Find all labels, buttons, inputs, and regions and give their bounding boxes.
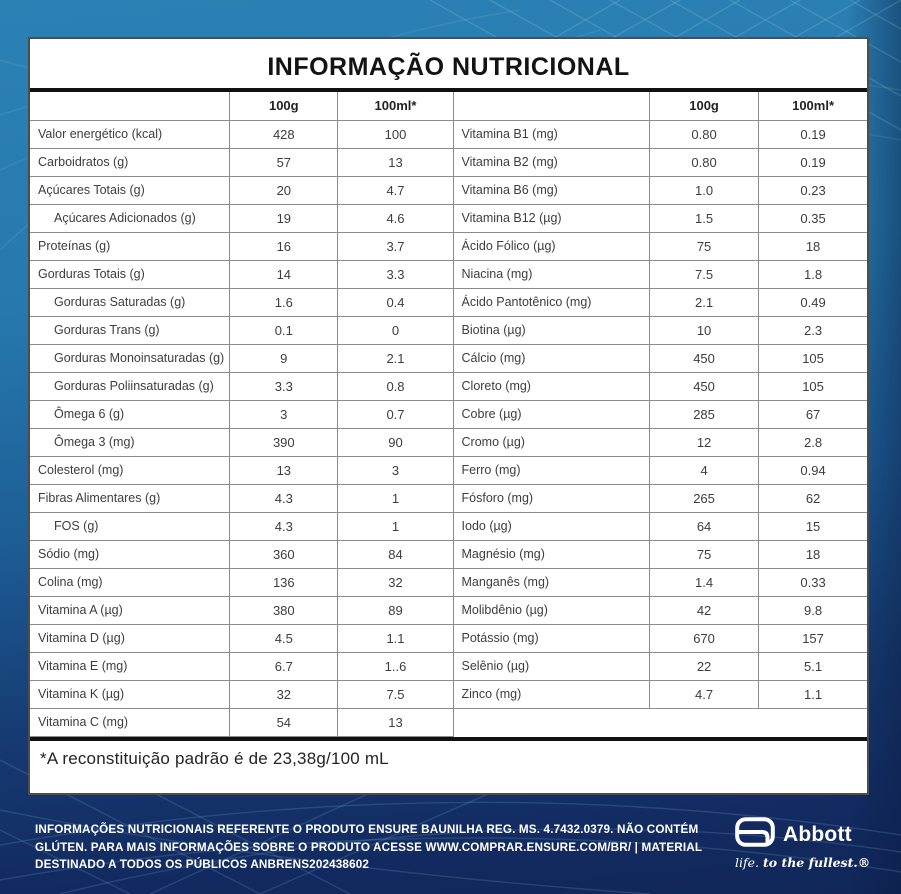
table-row — [454, 652, 867, 680]
table-row — [454, 400, 867, 428]
value-100g: 42 — [649, 596, 758, 624]
nutrition-card — [28, 37, 869, 795]
nutrient-name: Zinco (mg) — [454, 680, 650, 708]
value-100g: 4.3 — [230, 484, 338, 512]
nutrient-name: Valor energético (kcal) — [30, 120, 230, 148]
nutrient-name: Gorduras Trans (g) — [30, 316, 230, 344]
value-100ml: 0 — [338, 316, 453, 344]
table-row — [454, 680, 867, 708]
value-100g: 1.6 — [230, 288, 338, 316]
table-header-row — [30, 92, 453, 120]
value-100ml: 7.5 — [338, 680, 453, 708]
footer-disclaimer: INFORMAÇÕES NUTRICIONAIS REFERENTE O PRODUTO ENSURE BAUNILHA REG. MS. 4.7432.0379. NÃO CONTÉM GLÚTEN. PARA MAIS INFORMAÇÕES SOBRE O PRODUTO ACESSE WWW.COMPRAR.ENSURE.COM/BR/ | MATERIAL DESTINADO A TODOS OS PÚBLICOS ANBRENS202438602 — [35, 823, 702, 872]
value-100g: 1.4 — [649, 568, 758, 596]
nutrient-name: Potássio (mg) — [454, 624, 650, 652]
value-100ml: 1 — [338, 512, 453, 540]
table-row — [454, 624, 867, 652]
value-100ml: 18 — [759, 232, 867, 260]
nutrient-name: Ácido Fólico (µg) — [454, 232, 650, 260]
abbott-brand-block — [735, 817, 875, 870]
value-100g: 2.1 — [649, 288, 758, 316]
value-100g: 4.3 — [230, 512, 338, 540]
value-100g: 450 — [649, 372, 758, 400]
table-row — [454, 372, 867, 400]
value-100g: 3 — [230, 400, 338, 428]
value-100g: 54 — [230, 708, 338, 736]
table-row — [30, 680, 453, 708]
value-100g: 1.0 — [649, 176, 758, 204]
nutrition-table-left — [30, 92, 454, 737]
nutrient-name: Iodo (µg) — [454, 512, 650, 540]
value-100ml: 32 — [338, 568, 453, 596]
value-100ml: 13 — [338, 148, 453, 176]
nutrient-name: Vitamina B12 (µg) — [454, 204, 650, 232]
header-100ml: 100ml* — [759, 92, 867, 120]
value-100g: 6.7 — [230, 652, 338, 680]
value-100g: 14 — [230, 260, 338, 288]
table-row — [30, 400, 453, 428]
nutrient-name: Molibdênio (µg) — [454, 596, 650, 624]
value-100g: 450 — [649, 344, 758, 372]
table-row — [30, 484, 453, 512]
value-100g: 0.80 — [649, 148, 758, 176]
nutrient-name: Cálcio (mg) — [454, 344, 650, 372]
nutrient-name: Vitamina B6 (mg) — [454, 176, 650, 204]
value-100ml: 105 — [759, 344, 867, 372]
value-100g: 0.80 — [649, 120, 758, 148]
value-100ml: 0.4 — [338, 288, 453, 316]
value-100g: 75 — [649, 232, 758, 260]
value-100g: 64 — [649, 512, 758, 540]
value-100ml: 9.8 — [759, 596, 867, 624]
table-row — [454, 456, 867, 484]
table-row — [30, 372, 453, 400]
value-100ml: 157 — [759, 624, 867, 652]
nutrient-name: Vitamina K (µg) — [30, 680, 230, 708]
nutrient-name: Cobre (µg) — [454, 400, 650, 428]
value-100ml: 0.23 — [759, 176, 867, 204]
value-100g: 10 — [649, 316, 758, 344]
nutrient-name: Cloreto (mg) — [454, 372, 650, 400]
table-row — [30, 596, 453, 624]
nutrient-name: Açúcares Adicionados (g) — [30, 204, 230, 232]
table-row — [30, 428, 453, 456]
value-100ml: 2.3 — [759, 316, 867, 344]
value-100ml: 15 — [759, 512, 867, 540]
value-100g: 20 — [230, 176, 338, 204]
header-100g: 100g — [649, 92, 758, 120]
table-row — [454, 288, 867, 316]
nutrient-name: Selênio (µg) — [454, 652, 650, 680]
value-100g: 136 — [230, 568, 338, 596]
value-100ml: 1.1 — [759, 680, 867, 708]
value-100g: 3.3 — [230, 372, 338, 400]
value-100ml: 1.1 — [338, 624, 453, 652]
value-100g: 360 — [230, 540, 338, 568]
header-100ml: 100ml* — [338, 92, 453, 120]
table-row — [30, 708, 453, 736]
value-100ml: 84 — [338, 540, 453, 568]
value-100ml: 4.7 — [338, 176, 453, 204]
value-100ml: 100 — [338, 120, 453, 148]
value-100ml: 0.19 — [759, 148, 867, 176]
table-row — [30, 652, 453, 680]
table-row — [30, 540, 453, 568]
value-100ml: 5.1 — [759, 652, 867, 680]
abbott-a-icon — [735, 817, 775, 852]
nutrient-name: Gorduras Poliinsaturadas (g) — [30, 372, 230, 400]
nutrient-name: Vitamina A (µg) — [30, 596, 230, 624]
nutrient-name: Gorduras Monoinsaturadas (g) — [30, 344, 230, 372]
value-100ml: 2.1 — [338, 344, 453, 372]
value-100ml: 0.8 — [338, 372, 453, 400]
nutrient-name: Vitamina B1 (mg) — [454, 120, 650, 148]
nutrient-name: Ácido Pantotênico (mg) — [454, 288, 650, 316]
table-row — [30, 148, 453, 176]
table-header-row — [454, 92, 867, 120]
nutrition-tables — [30, 92, 867, 737]
value-100g: 75 — [649, 540, 758, 568]
value-100g: 4.7 — [649, 680, 758, 708]
nutrient-name: Vitamina B2 (mg) — [454, 148, 650, 176]
value-100g: 428 — [230, 120, 338, 148]
nutrient-name: Proteínas (g) — [30, 232, 230, 260]
nutrient-name: Niacina (mg) — [454, 260, 650, 288]
nutrient-name: Vitamina D (µg) — [30, 624, 230, 652]
value-100ml: 13 — [338, 708, 453, 736]
table-row — [454, 484, 867, 512]
value-100g: 1.5 — [649, 204, 758, 232]
nutrition-table-right — [454, 92, 867, 709]
value-100g: 380 — [230, 596, 338, 624]
value-100g: 13 — [230, 456, 338, 484]
nutrient-name: Açúcares Totais (g) — [30, 176, 230, 204]
nutrient-name: Vitamina E (mg) — [30, 652, 230, 680]
value-100g: 22 — [649, 652, 758, 680]
table-row — [30, 232, 453, 260]
value-100ml: 89 — [338, 596, 453, 624]
value-100g: 4 — [649, 456, 758, 484]
nutrient-name: Colesterol (mg) — [30, 456, 230, 484]
value-100ml: 1 — [338, 484, 453, 512]
brand-name: Abbott — [783, 822, 852, 846]
nutrient-name: Ferro (mg) — [454, 456, 650, 484]
table-row — [454, 148, 867, 176]
value-100ml: 0.35 — [759, 204, 867, 232]
nutrient-name: Cromo (µg) — [454, 428, 650, 456]
table-row — [30, 288, 453, 316]
nutrient-name: Fósforo (mg) — [454, 484, 650, 512]
value-100ml: 0.49 — [759, 288, 867, 316]
brand-tagline: life. to the fullest.® — [735, 855, 871, 870]
table-row — [454, 316, 867, 344]
value-100ml: 3.7 — [338, 232, 453, 260]
value-100g: 0.1 — [230, 316, 338, 344]
nutrient-name: Ômega 3 (mg) — [30, 428, 230, 456]
nutrient-name: Ômega 6 (g) — [30, 400, 230, 428]
value-100ml: 0.94 — [759, 456, 867, 484]
value-100ml: 90 — [338, 428, 453, 456]
value-100ml: 4.6 — [338, 204, 453, 232]
table-row — [30, 456, 453, 484]
nutrient-name: Sódio (mg) — [30, 540, 230, 568]
value-100g: 4.5 — [230, 624, 338, 652]
value-100ml: 1.8 — [759, 260, 867, 288]
value-100g: 32 — [230, 680, 338, 708]
table-row — [454, 596, 867, 624]
value-100g: 670 — [649, 624, 758, 652]
header-empty — [454, 92, 650, 120]
table-row — [30, 260, 453, 288]
value-100g: 12 — [649, 428, 758, 456]
table-row — [454, 232, 867, 260]
table-row — [454, 512, 867, 540]
value-100g: 9 — [230, 344, 338, 372]
table-row — [30, 204, 453, 232]
table-row — [30, 568, 453, 596]
value-100g: 265 — [649, 484, 758, 512]
table-row — [30, 176, 453, 204]
value-100ml: 105 — [759, 372, 867, 400]
value-100ml: 67 — [759, 400, 867, 428]
value-100g: 16 — [230, 232, 338, 260]
value-100ml: 62 — [759, 484, 867, 512]
value-100ml: 3 — [338, 456, 453, 484]
table-row — [454, 540, 867, 568]
value-100ml: 18 — [759, 540, 867, 568]
value-100g: 19 — [230, 204, 338, 232]
header-100g: 100g — [230, 92, 338, 120]
nutrient-name: Gorduras Saturadas (g) — [30, 288, 230, 316]
header-empty — [30, 92, 230, 120]
table-row — [454, 120, 867, 148]
value-100ml: 0.19 — [759, 120, 867, 148]
value-100g: 7.5 — [649, 260, 758, 288]
nutrient-name: FOS (g) — [30, 512, 230, 540]
table-row — [30, 344, 453, 372]
nutrient-name: Magnésio (mg) — [454, 540, 650, 568]
table-row — [454, 568, 867, 596]
value-100ml: 2.8 — [759, 428, 867, 456]
nutrient-name: Manganês (mg) — [454, 568, 650, 596]
table-row — [454, 260, 867, 288]
table-row — [30, 120, 453, 148]
table-row — [454, 428, 867, 456]
table-row — [30, 512, 453, 540]
table-row — [454, 344, 867, 372]
value-100g: 285 — [649, 400, 758, 428]
reconstitution-footnote: *A reconstituição padrão é de 23,38g/100 mL — [40, 748, 389, 768]
value-100ml: 0.7 — [338, 400, 453, 428]
table-row — [30, 316, 453, 344]
nutrient-name: Biotina (µg) — [454, 316, 650, 344]
table-row — [30, 624, 453, 652]
nutrient-name: Carboidratos (g) — [30, 148, 230, 176]
nutrient-name: Vitamina C (mg) — [30, 708, 230, 736]
value-100ml: 0.33 — [759, 568, 867, 596]
table-row — [454, 204, 867, 232]
value-100ml: 3.3 — [338, 260, 453, 288]
value-100ml: 1..6 — [338, 652, 453, 680]
nutrient-name: Fibras Alimentares (g) — [30, 484, 230, 512]
page-title: INFORMAÇÃO NUTRICIONAL — [267, 53, 630, 81]
value-100g: 390 — [230, 428, 338, 456]
table-row — [454, 176, 867, 204]
nutrient-name: Gorduras Totais (g) — [30, 260, 230, 288]
nutrient-name: Colina (mg) — [30, 568, 230, 596]
value-100g: 57 — [230, 148, 338, 176]
